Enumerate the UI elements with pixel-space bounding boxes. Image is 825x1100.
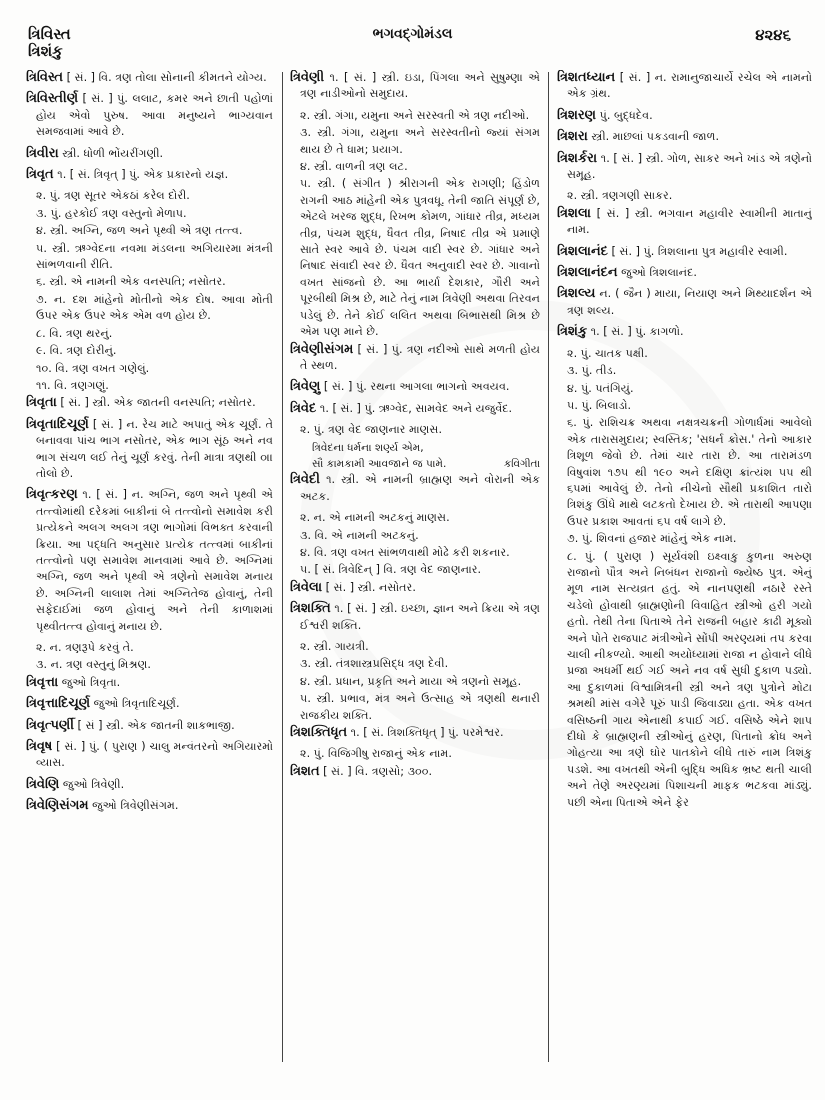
- entry-sense: ૩. સ્ત્રી. ગંગા, યમુના અને સરસ્વતીનો જ્યાં સંગમ થાય છે તે ધામ; પ્રયાગ.: [300, 126, 540, 156]
- entry-sense: ૬. પું. રાશિચક્ર અથવા નક્ષત્રચક્રની ગોળાર્ધમાં આવેલો એક તારાસમુદાય; સ્વસ્તિક; 'સધર્ન ક્રોસ.' તેનો આકાર ત્રિશૂળ જેવો છે. તેમાં ચાર તારા છે. આ તારામંડળ વિષુવાંશ ૧૭૫ થી ૧૯૦ અને દક્ષિણ ક્રાંત્યંશ ૫૫ થી ૬૫માં આવેલું છે. તેનો નીચેનો સૌથી પ્રકાશિત તારો ત્રિશંકુ ઊંધે માથે લટકતો દેખાય છે. એ તારાથી આપણા ઉપર પ્રકાશ આવતાં ૬૫ વર્ષ લાગે છે.: [567, 416, 812, 528]
- dictionary-columns: [26, 70, 816, 1080]
- dictionary-entry: [290, 580, 540, 596]
- dictionary-entry: [557, 286, 812, 319]
- entry-sense: ૨. પું. ત્રણ વેદ જાણનાર માણસ.: [300, 423, 443, 437]
- definition: [ સં. ] પું. ( પુરાણ ) ચાલુ મન્વંતરનો અગિયારમો વ્યાસ.: [36, 740, 273, 770]
- entry-sense: ૩. પું. હરકોઈ ત્રણ વસ્તુનો મેળાપ.: [36, 206, 187, 220]
- guide-word-first: ત્રિવિસ્ત: [28, 25, 71, 43]
- definition: ૧. સ્ત્રી. એ નામની બ્રાહ્મણ અને વોરાની એક અટક.: [300, 473, 540, 503]
- definition: [ સં. ] વિ. ત્રણ તોલા સોનાની કીમતને યોગ્ય.: [63, 71, 267, 84]
- definition: ૧. [ સં. ] પું. ઋગ્વેદ, સામવેદ અને યજુર્વેદ.: [316, 401, 513, 415]
- headword: ત્રિવૃત્તાદિચૂર્ણ: [26, 696, 91, 712]
- guide-word-last: ત્રિશંકુ: [28, 42, 63, 60]
- headword: ત્રિવૃત: [26, 167, 54, 183]
- entry-sense: ૪. સ્ત્રી. વાળની ત્રણ લટ.: [300, 160, 408, 174]
- entry-sense: ૩. સ્ત્રી. તંત્રશાસ્ત્રપ્રસિદ્ધ ત્રણ દેવી.: [300, 657, 449, 671]
- entry-sense: ૨. પું. ચાતક પક્ષી.: [567, 346, 648, 360]
- dictionary-entry: [557, 265, 812, 281]
- dictionary-entry: [26, 798, 273, 814]
- headword: ત્રિવૃત્કરણ: [26, 487, 78, 503]
- definition: ૧. [ સં. ત્રિવૃત્ ] પું. એક પ્રકારનો યજ્ઞ.: [53, 168, 229, 182]
- definition: [ સં. ] પું. ત્રિશલાના પુત્ર મહાવીર સ્વામી.: [607, 244, 788, 258]
- dictionary-entry: [26, 91, 273, 140]
- headword: ત્રિશત: [290, 763, 320, 779]
- headword: ત્રિશરણ: [557, 107, 597, 123]
- entry-sense: ૩. પું. તીડ.: [567, 364, 617, 378]
- dictionary-entry: [557, 129, 812, 145]
- definition: [ સં. ] પું. ત્રણ નદીઓ સાથે મળતી હોય તે સ્થળ.: [300, 342, 540, 372]
- definition: ૧. [ સં. ] પું. કાગળો.: [587, 325, 684, 339]
- entry-sense: ૨. સ્ત્રી. ત્રણગણી સાકર.: [567, 189, 673, 203]
- column-3: [557, 70, 812, 1080]
- entry-sense: ૫. સ્ત્રી. ( સંગીત ) શ્રીરાગની એક રાગણી; હિંડોળ રાગની આઠ માંહેની એક પુત્રવધૂ. તેની જાતિ સંપૂર્ણ છે, એટલે ખરજ શુદ્ધ, રિખભ કોમળ, ગાંધાર તીવ્ર, મધ્યમ તીવ્ર, પંચમ શુદ્ધ, ધૈવત તીવ્ર, નિષાદ તીવ્ર એ પ્રમાણે સાતે સ્વર આવે છે. પંચમ વાદી સ્વર છે. ગાંધાર અને નિષાદ સંવાદી સ્વર છે. ધૈવત અનુવાદી સ્વર છે. ગાવાનો વખત સાંજનો છે. આ ભાર્યા દેશકાર, ગૌરી અને પૂરબીથી મિશ્ર છે, માટે તેનું નામ ત્રિવેણી અથવા તિરવન પડેલું છે. તેને કોઈ લલિત અથવા બિભાસથી મિશ્ર છે એમ પણ માને છે.: [300, 177, 540, 339]
- entry-sense: ૩. ન. ત્રણ વસ્તુનું મિશ્રણ.: [36, 658, 151, 672]
- entry-sense: ૮. પું. ( પુરાણ ) સૂર્યવંશી ઇક્ષ્વાકુ કુળના અરુણ રાજાનો પૌત્ર અને નિબંધન રાજાનો જ્યેષ્ઠ પુત્ર. એનું મૂળ નામ સત્યવ્રત હતું. એ નાનપણથી નઠારે રસ્તે ચડેલો હોવાથી બ્રાહ્મણોની વિવાહિત સ્ત્રીઓ હરી ગયો હતો. તેથી તેના પિતાએ તેને રાજની બહાર કાઢી મૂક્યો અને પોતે રાજપાટ મંત્રીઓને સોંપી અરણ્યમાં તપ કરવા ચાલી નીકળ્યો. આથી અયોધ્યામાં રાજા ન હોવાને લીધે પ્રજા અધર્મી થઈ ગઈ અને નવ વર્ષ સુધી દુકાળ પડ્યો. આ દુકાળમાં વિશ્વામિત્રની સ્ત્રી અને ત્રણ પુત્રોને મોટા શ્રમથી માંસ વગેરે પૂરું પાડી જિવાડ્યા હતા. એક વખત વસિષ્ઠની ગાય એનાથી કપાઈ ગઈ. વસિષ્ઠે એને શાપ દીધો કે બ્રાહ્મણની સ્ત્રીઓનું હરણ, પિતાનો ક્રોધ અને ગોહત્યા આ ત્રણે ઘોર પાતકોને લીધે તારું નામ ત્રિશંકુ પડશે. આ વખતથી એની બુદ્ધિ અધિક ભ્રષ્ટ થતી ચાલી અને તેણે અરણ્યમાં પિશાચની માફક ભટકવા માંડ્યું. પછી એના પિતાએ એને ફેર: [567, 549, 812, 809]
- definition: ૧. [ સં. ] સ્ત્રી. ગોળ, સાકર અને ખાંડ એ ત્રણેનો સમૂહ.: [567, 151, 812, 182]
- column-2: [290, 70, 540, 1080]
- dictionary-entry: [290, 472, 540, 505]
- column-divider: [282, 72, 283, 1062]
- headword: ત્રિવૃતા: [26, 395, 57, 411]
- entry-sense: ૨. સ્ત્રી. ગંગા, યમુના અને સરસ્વતી એ ત્રણ નદીઓ.: [300, 108, 530, 122]
- definition: જુઓ ત્રિવૃતાદિચૂર્ણ.: [90, 697, 180, 711]
- definition: ૧. [ સં. ] સ્ત્રી. ઇચ્છા, જ્ઞાન અને ક્રિયા એ ત્રણ ઈશ્વરી શક્તિ.: [300, 602, 540, 632]
- definition: ૧. [ સં. ત્રિશક્તિધૃત્ ] પું. પરમેશ્વર.: [347, 726, 504, 740]
- definition: ૧. [ સં. ] ન. અગ્નિ, જળ અને પૃથ્વી એ તત્ત્વોમાંથી દરેકમાં બાકીનાં બે તત્ત્વોનો સમાવેશ કરી પ્રત્યેકને અલગ અલગ ત્રણ ભાગોમાં વિભક્ત કરવાની ક્રિયા. આ પદ્ધતિ અનુસાર પ્રત્યેક તત્ત્વમાં બાકીનાં તત્ત્વોનો પણ સમાવેશ માનવામાં આવે છે. અગ્નિમાં અગ્નિ, જળ અને પૃથ્વી એ ત્રણેનો સમાવેશ મનાય છે. અગ્નિની લાલાશ તેમાં અગ્નિતેજ હોવાનું, તેની સફેદાઈમાં જળ હોવાનું અને તેની કાળાશમાં પૃથ્વીતત્ત્વ હોવાનું મનાય છે.: [36, 488, 273, 633]
- definition: [ સં. ] પું. રથના આગલા ભાગનો અવયવ.: [320, 380, 510, 394]
- column-1: [26, 70, 273, 1080]
- entry-sense: ૪. સ્ત્રી. પ્રધાન, પ્રકૃતિ અને માયા એ ત્રણનો સમૂહ.: [300, 674, 522, 688]
- dictionary-entry: [26, 70, 273, 86]
- entry-sense: ૯. વિ. ત્રણ દોરીનું.: [36, 344, 117, 358]
- headword: ત્રિવીરા: [26, 145, 59, 161]
- headword: ત્રિવૃત્તા: [26, 674, 59, 690]
- citation-line: ત્રિવેદના ધર્મના શર્ણ્ય એમ,: [312, 441, 424, 454]
- dictionary-entry: [26, 395, 273, 411]
- headword: ત્રિવેણીસંગમ: [290, 341, 354, 357]
- entry-sense: ૬. સ્ત્રી. એ નામની એક વનસ્પતિ; નસોતર.: [36, 275, 226, 289]
- entry-sense: ૪. વિ. ત્રણ વખત સાંભળવાથી મોઢે કરી શકનાર.: [300, 545, 510, 559]
- headword: ત્રિવેણુ: [290, 379, 321, 395]
- entry-sense: ૨. પું. વિજિગીષુ રાજાનું એક નામ.: [300, 747, 452, 761]
- definition: પું. બુદ્ધદેવ.: [596, 108, 653, 122]
- dictionary-entry: [26, 696, 273, 712]
- dictionary-entry: [290, 379, 540, 395]
- definition: જુઓ ત્રિશલાનંદ.: [617, 266, 697, 280]
- headword: ત્રિવેલા: [290, 579, 323, 595]
- dictionary-entry: [26, 718, 273, 734]
- dictionary-entry: [290, 601, 540, 634]
- entry-sense: ૪. પું. પતંગિયું.: [567, 381, 634, 395]
- definition: જુઓ ત્રિવેણીસંગમ.: [88, 799, 179, 813]
- definition: [ સં. ] સ્ત્રી. નસોતર.: [322, 580, 416, 594]
- dictionary-entry: [557, 108, 812, 124]
- entry-sense: ૫. સ્ત્રી. પ્રભાવ, મંત્ર અને ઉત્સાહ એ ત્રણથી થનારી રાજકીય શક્તિ.: [300, 692, 540, 722]
- definition: [ સં. ] ન. રેચ માટે અપાતું એક ચૂર્ણ. તે બનાવવા પાંચ ભાગ નસોતર, એક ભાગ સૂંઠ અને નવ ભાગ સંચળ લઈ તેનું ચૂર્ણ કરવું. તેની માત્રા ત્રણથી ૦।। તોલો છે.: [36, 417, 273, 480]
- definition: સ્ત્રી. ધોળી ભોંયરીંગણી.: [58, 146, 164, 160]
- dictionary-entry: [557, 206, 812, 239]
- entry-sense: ૧૦. વિ. ત્રણ વખત ગણેલું.: [36, 361, 150, 375]
- entry-sense: ૨. ન. એ નામની અટકનું માણસ.: [300, 511, 450, 525]
- headword: ત્રિવૃતાદિચૂર્ણ: [26, 416, 89, 432]
- definition: જુઓ ત્રિવૃતા.: [58, 675, 121, 689]
- entry-sense: ૧૧. વિ. ત્રણગણું.: [36, 378, 109, 392]
- entry-sense: ૭. પું. શિવનાં હજાર માંહેનું એક નામ.: [567, 532, 737, 546]
- dictionary-entry: [26, 167, 273, 183]
- citation-line: સૌ કામકામી આવજાને જ પામે. કવિગીતા: [290, 456, 540, 472]
- headword: ત્રિવેણિ: [26, 776, 60, 792]
- headword: ત્રિશંકુ: [557, 324, 588, 340]
- column-divider: [548, 72, 549, 1062]
- dictionary-entry: [557, 324, 812, 340]
- entry-sense: ૩. વિ. એ નામની અટકનું.: [300, 528, 419, 542]
- entry-sense: ૫. પું. બિલાડો.: [567, 398, 632, 412]
- dictionary-entry: [26, 417, 273, 483]
- headword: ત્રિશલાનંદ: [557, 243, 608, 259]
- definition: ૧. [ સં. ] સ્ત્રી. ઇડા, પિંગલા અને સુષુમ્ણા એ ત્રણ નાડીઓનો સમુદાય.: [300, 71, 540, 101]
- headword: ત્રિશલ્ય: [557, 286, 596, 302]
- dictionary-entry: [290, 401, 540, 417]
- entry-sense: ૫. [ સં. ત્રિવેદિન્ ] વિ. ત્રણ વેદ જાણનાર.: [300, 563, 482, 577]
- entry-sense: ૪. સ્ત્રી. અગ્નિ, જળ અને પૃથ્વી એ ત્રણ તત્ત્વ.: [36, 224, 243, 238]
- headword: ત્રિશલા: [557, 205, 591, 221]
- dictionary-entry: [557, 244, 812, 260]
- headword: ત્રિશતધ્યાન: [557, 70, 616, 85]
- entry-sense: ૨. સ્ત્રી. ગાયત્રી.: [300, 640, 369, 653]
- headword: ત્રિવૃત્પર્ણી: [26, 717, 74, 733]
- citation-source: કવિગીતા: [503, 457, 540, 470]
- book-title: ભગવદ્ગોમંડલ: [372, 26, 453, 42]
- dictionary-entry: [557, 70, 812, 103]
- dictionary-entry: [26, 675, 273, 691]
- dictionary-entry: [290, 70, 540, 103]
- entry-sense: ૭. ન. દશ માંહેનો મોતીનો એક દોષ. આવા મોતી ઉપર એક ઉપર એક એમ વળ હોય છે.: [36, 292, 273, 323]
- dictionary-entry: [290, 342, 540, 375]
- headword: ત્રિવેણિસંગમ: [26, 798, 89, 814]
- headword: ત્રિવેદ: [290, 400, 317, 416]
- headword: ત્રિવેદી: [290, 472, 321, 488]
- dictionary-entry: [290, 764, 540, 780]
- definition: [ સં. ] સ્ત્રી. એક જાતની વનસ્પતિ; નસોતર.: [56, 396, 256, 410]
- page-number: ૪૨૪૬: [755, 26, 791, 44]
- headword: ત્રિશક્તિ: [290, 601, 331, 617]
- headword: ત્રિશરા: [557, 129, 588, 145]
- entry-sense: ૫. સ્ત્રી. ઋગ્વેદના નવમા મંડલના અગિયારમા મંત્રની સાંભળવાની રીતિ.: [36, 241, 273, 272]
- running-head: [28, 26, 797, 66]
- definition: [ સં. ] વિ. ત્રણસો; ૩૦૦.: [319, 764, 433, 778]
- headword: ત્રિવિસ્ત: [26, 70, 64, 85]
- headword: ત્રિવૃષ: [26, 739, 53, 755]
- dictionary-entry: [26, 487, 273, 635]
- dictionary-entry: [26, 146, 273, 162]
- entry-sense: ૨. પું. ત્રણ સૂતર એકઠાં કરેલ દોરી.: [36, 189, 190, 203]
- definition: [ સં. ] ન. રામાનુજાચાર્યે રચેલ એ નામનો એક ગ્રંથ.: [567, 71, 812, 101]
- definition: [ સં. ] પું. લલાટ, કમર અને છાતી પહોળાં હોય એવો પુરુષ. આવા મનુષ્યને ભાગ્યવાન સમજવામાં આવે છે.: [36, 92, 273, 139]
- entry-sense: ૮. વિ. ત્રણ થરનું.: [36, 326, 113, 340]
- dictionary-entry: [557, 151, 812, 184]
- definition: [ સં. ] સ્ત્રી. ભગવાન મહાવીર સ્વામીની માતાનું નામ.: [567, 206, 812, 237]
- dictionary-entry: [26, 777, 273, 793]
- definition: સ્ત્રી. માછલાં પકડવાની જાળ.: [587, 130, 720, 144]
- headword: ત્રિશલાનંદન: [557, 265, 618, 281]
- headword: ત્રિવિસ્તીર્ણ: [26, 91, 79, 107]
- entry-sense: ૨. ન. ત્રણરૂપે કરવું તે.: [36, 641, 134, 654]
- headword: ત્રિશર્કરા: [557, 150, 598, 166]
- definition: જુઓ ત્રિવેણી.: [59, 777, 125, 791]
- definition: [ સં ] સ્ત્રી. એક જાતની શાકભાજી.: [73, 718, 235, 732]
- dictionary-entry: [26, 739, 273, 772]
- headword: ત્રિશક્તિધૃત: [290, 725, 348, 741]
- headword: ત્રિવેણી: [290, 70, 325, 85]
- definition: ન. ( જૈન ) માયા, નિયાણ અને મિથ્યાદર્શન એ ત્રણ શલ્ય.: [567, 287, 812, 317]
- dictionary-entry: [290, 725, 540, 741]
